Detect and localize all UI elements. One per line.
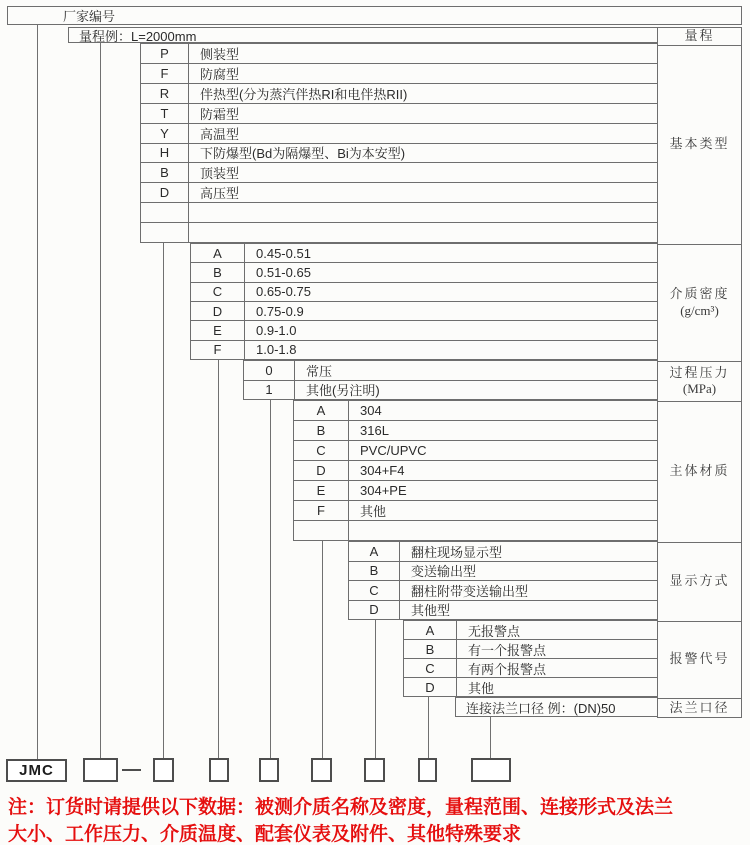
desc-cell: 其他 xyxy=(360,504,387,519)
connector-line-manufacturer xyxy=(37,24,38,759)
blank-box-density xyxy=(209,758,229,782)
desc-cell: 高压型 xyxy=(200,186,240,202)
code-cell: P xyxy=(141,44,189,63)
code-cell: 0 xyxy=(244,361,295,380)
desc-cell: 其他型 xyxy=(411,603,451,619)
code-cell: D xyxy=(294,461,349,480)
desc-cell: 304 xyxy=(360,403,382,418)
table-row xyxy=(191,244,657,262)
range-example-row xyxy=(68,27,657,43)
table-row xyxy=(191,320,657,339)
display-mode-table xyxy=(348,541,657,620)
code-cell: B xyxy=(404,640,457,658)
desc-cell: 其他(另注明) xyxy=(306,383,380,399)
medium-density-table xyxy=(190,243,657,360)
table-row xyxy=(349,580,657,600)
desc-cell: 304+PE xyxy=(360,483,407,498)
desc-cell: 无报警点 xyxy=(468,623,521,639)
table-row xyxy=(191,262,657,281)
range-example-text: 量程例：L=2000mm xyxy=(79,28,197,44)
table-row xyxy=(349,561,657,581)
table-row xyxy=(294,460,657,480)
desc-cell: 翻柱附带变送输出型 xyxy=(411,583,529,599)
code-cell: T xyxy=(141,104,189,123)
code-cell: C xyxy=(191,283,245,301)
category-label-material: 主体材质 xyxy=(658,402,741,543)
code-cell: A xyxy=(349,542,400,561)
desc-cell xyxy=(349,521,657,540)
table-row xyxy=(404,658,657,677)
model-prefix-box xyxy=(6,759,67,782)
table-row xyxy=(294,440,657,460)
desc-cell: 0.65-0.75 xyxy=(256,284,311,300)
table-row xyxy=(141,63,657,83)
desc-cell: PVC/UPVC xyxy=(360,443,427,458)
desc-cell: 304+F4 xyxy=(360,463,405,478)
desc-cell: 顶装型 xyxy=(200,166,240,182)
process-pressure-table xyxy=(243,360,657,400)
desc-cell: 0.45-0.51 xyxy=(256,245,311,261)
table-row xyxy=(294,401,657,420)
order-note-line1: 注：订货时请提供以下数据：被测介质名称及密度，量程范围、连接形式及法兰 xyxy=(8,797,674,818)
table-row xyxy=(294,500,657,520)
connector-line-density xyxy=(218,360,219,759)
table-row xyxy=(191,340,657,359)
category-label-basic-type: 基本类型 xyxy=(658,46,741,245)
code-cell: A xyxy=(404,621,457,639)
code-cell: C xyxy=(294,441,349,460)
blank-box-pressure xyxy=(259,758,279,782)
code-cell: E xyxy=(294,481,349,500)
manufacturer-code-label: 厂家编号 xyxy=(63,9,116,24)
desc-cell: 常压 xyxy=(306,363,333,379)
desc-cell: 有两个报警点 xyxy=(468,661,547,677)
code-cell: D xyxy=(404,678,457,696)
basic-type-table xyxy=(140,43,657,243)
table-row xyxy=(191,282,657,301)
code-cell: H xyxy=(141,144,189,163)
code-cell: C xyxy=(404,659,457,677)
desc-cell xyxy=(189,203,657,222)
category-label-alarm: 报警代号 xyxy=(658,622,741,699)
table-row-empty xyxy=(141,222,657,242)
code-cell: B xyxy=(191,263,245,281)
blank-box-display xyxy=(364,758,385,782)
alarm-code-table xyxy=(403,620,657,697)
desc-cell: 0.75-0.9 xyxy=(256,303,304,319)
code-cell: D xyxy=(349,601,400,620)
desc-cell xyxy=(189,223,657,242)
code-cell xyxy=(294,521,349,540)
desc-cell: 防腐型 xyxy=(200,66,240,82)
code-cell: B xyxy=(141,163,189,182)
code-cell: A xyxy=(294,401,349,420)
code-cell: E xyxy=(191,321,245,339)
order-note xyxy=(8,795,744,845)
table-row xyxy=(141,103,657,123)
connector-line-range xyxy=(100,43,101,759)
desc-cell: 1.0-1.8 xyxy=(256,342,297,358)
desc-cell: 0.9-1.0 xyxy=(256,322,297,338)
body-material-table xyxy=(293,400,657,541)
table-row xyxy=(141,44,657,63)
blank-box-basic-type xyxy=(153,758,174,782)
desc-cell: 伴热型(分为蒸汽伴热RI和电伴热RII) xyxy=(200,86,408,102)
code-cell: R xyxy=(141,84,189,103)
table-row xyxy=(141,182,657,202)
model-prefix-label: JMC xyxy=(19,762,54,779)
table-row xyxy=(404,639,657,658)
code-cell: Y xyxy=(141,124,189,143)
code-cell: C xyxy=(349,581,400,600)
code-cell: F xyxy=(191,341,245,359)
flange-size-row xyxy=(455,697,657,717)
connector-line-flange xyxy=(490,717,491,759)
table-row xyxy=(404,677,657,696)
connector-line-pressure xyxy=(270,400,271,759)
table-row xyxy=(191,301,657,320)
table-row xyxy=(244,380,657,400)
table-row xyxy=(404,621,657,639)
desc-cell: 其他 xyxy=(468,680,495,696)
blank-box-material xyxy=(311,758,332,782)
desc-cell: 高温型 xyxy=(200,126,240,142)
code-cell: F xyxy=(294,501,349,520)
table-row-empty xyxy=(141,202,657,222)
desc-cell: 下防爆型(Bd为隔爆型、Bi为本安型) xyxy=(200,146,406,162)
desc-cell: 侧装型 xyxy=(200,46,240,62)
table-row xyxy=(349,600,657,620)
blank-box-alarm xyxy=(418,758,437,782)
code-cell: D xyxy=(141,183,189,202)
connector-line-material xyxy=(322,541,323,759)
desc-cell: 有一个报警点 xyxy=(468,642,547,658)
code-cell: D xyxy=(191,302,245,320)
category-label-display: 显示方式 xyxy=(658,543,741,622)
code-cell: 1 xyxy=(244,381,295,400)
blank-box-range xyxy=(83,758,118,782)
desc-cell: 翻柱现场显示型 xyxy=(411,544,503,560)
dash-separator xyxy=(122,769,141,771)
code-cell: F xyxy=(141,64,189,83)
table-row xyxy=(141,83,657,103)
desc-cell: 316L xyxy=(360,423,389,438)
category-label-flange: 法兰口径 xyxy=(669,699,730,715)
table-row-empty xyxy=(294,520,657,540)
table-row xyxy=(141,123,657,143)
category-label-column xyxy=(657,27,742,718)
category-label-range: 量程 xyxy=(658,28,741,46)
code-cell: B xyxy=(349,562,400,581)
category-label-pressure: 过程压力 (MPa) xyxy=(658,362,741,402)
connector-line-display xyxy=(375,620,376,759)
code-cell: A xyxy=(191,244,245,262)
table-row xyxy=(294,420,657,440)
manufacturer-code-box xyxy=(7,6,742,25)
code-cell xyxy=(141,203,189,222)
table-row xyxy=(294,480,657,500)
table-row xyxy=(141,162,657,182)
category-label-density: 介质密度 (g/cm³) xyxy=(658,245,741,362)
table-row xyxy=(349,542,657,561)
table-row xyxy=(141,143,657,163)
code-cell: B xyxy=(294,421,349,440)
table-row xyxy=(244,361,657,380)
code-cell xyxy=(141,223,189,242)
desc-cell: 防霜型 xyxy=(200,106,240,122)
desc-cell: 变送输出型 xyxy=(411,564,477,580)
desc-cell: 0.51-0.65 xyxy=(256,264,311,280)
blank-box-flange xyxy=(471,758,511,782)
connector-line-basic-type xyxy=(163,243,164,759)
connector-line-alarm xyxy=(428,697,429,759)
order-note-line2: 大小、工作压力、介质温度、配套仪表及附件、其他特殊要求 xyxy=(8,823,522,845)
flange-size-text: 连接法兰口径 例：(DN)50 xyxy=(466,700,616,716)
